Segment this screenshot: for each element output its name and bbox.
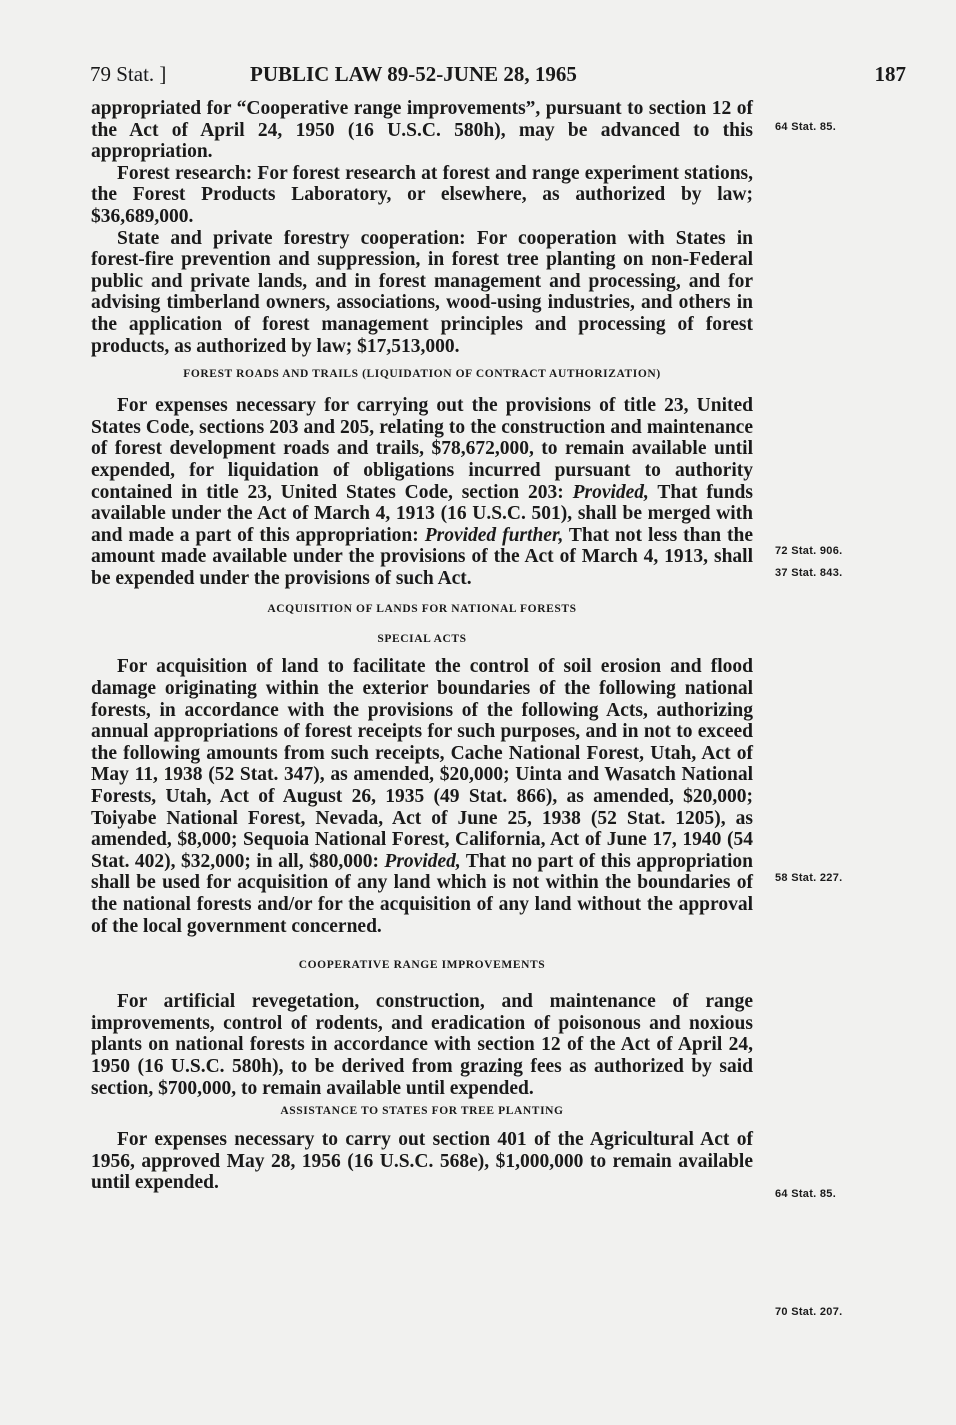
margin-citation: 72 Stat. 906.	[775, 545, 843, 557]
margin-citation: 70 Stat. 207.	[775, 1306, 843, 1318]
paragraph: Forest research: For forest research at forest and range experiment stations, the Forest Products Laboratory, or elsewhere, as authorized by law; $36,689,000.	[91, 162, 753, 227]
paragraph: For expenses necessary to carry out section 401 of the Agricultural Act of 1956, approved May 28, 1956 (16 U.S.C. 568e), $1,000,000 to remain available until expended.	[91, 1129, 753, 1194]
statute-reference: 79 Stat. ]	[90, 62, 167, 86]
document-body	[91, 98, 753, 1194]
margin-citation: 58 Stat. 227.	[775, 872, 843, 884]
paragraph: For acquisition of land to facilitate the control of soil erosion and flood damage originating within the exterior boundaries of the following national forests, in accordance with the provisions of the following Acts, authorizing annual appropriations of forest receipts for such purposes, and in not to exceed the following amounts from such receipts, Cache National Forest, Utah, Act of May 11, 1938 (52 Stat. 347), as amended, $20,000; Uinta and Wasatch National Forests, Utah, Act of August 26, 1935 (49 Stat. 866), as amended, $20,000; Toiyabe National Forest, Nevada, Act of June 25, 1938 (52 Stat. 1205), as amended, $8,000; Sequoia National Forest, California, Act of June 17, 1940 (54 Stat. 402), $32,000; in all, $80,000: Provided, That no part of this appropriation shall be used for acquisition of any land which is not within the boundaries of the national forests and/or for the acquisition of any land without the approval of the local government concerned.	[91, 656, 753, 937]
margin-citation: 64 Stat. 85.	[775, 1188, 837, 1200]
margin-citation: 64 Stat. 85.	[775, 121, 837, 133]
section-heading: FOREST ROADS AND TRAILS (LIQUIDATION OF CONTRACT AUTHORIZATION)	[183, 368, 661, 381]
page-header	[90, 62, 906, 92]
margin-citation: 37 Stat. 843.	[775, 567, 843, 579]
paragraph: For artificial revegetation, construction, and maintenance of range improvements, control of rodents, and eradication of poisonous and noxious plants on national forests in accordance with section 12 of the Act of April 24, 1950 (16 U.S.C. 580h), to be derived from grazing fees as authorized by said section, $700,000, to remain available until expended.	[91, 991, 753, 1099]
section-heading: ASSISTANCE TO STATES FOR TREE PLANTING	[280, 1105, 564, 1118]
paragraph: appropriated for “Cooperative range improvements”, pursuant to section 12 of the Act of April 24, 1950 (16 U.S.C. 580h), may be advanced to this appropriation.	[91, 98, 753, 163]
paragraph: State and private forestry cooperation: For cooperation with States in forest-fire prevention and suppression, in forest tree planting on non-Federal public and private lands, and in forest management and processing, and for advising timberland owners, associations, wood-using industries, and others in the application of forest management principles and processing of forest products, as authorized by law; $17,513,000.	[91, 227, 753, 357]
section-heading: ACQUISITION OF LANDS FOR NATIONAL FORESTS	[267, 603, 577, 616]
page-number: 187	[874, 62, 906, 86]
page-title: PUBLIC LAW 89-52-JUNE 28, 1965	[250, 62, 577, 86]
section-heading: COOPERATIVE RANGE IMPROVEMENTS	[298, 959, 546, 972]
subsection-heading: SPECIAL ACTS	[377, 633, 467, 646]
paragraph: For expenses necessary for carrying out the provisions of title 23, United States Code, sections 203 and 205, relating to the construction and maintenance of forest development roads and trails, $78,672,000, to remain available until expended, for liquidation of obligations incurred pursuant to authority contained in title 23, United States Code, section 203: Provided, That funds available under the Act of March 4, 1913 (16 U.S.C. 501), shall be merged with and made a part of this appropriation: Provided further, That not less than the amount made available under the provisions of the Act of March 4, 1913, shall be expended under the provisions of such Act.	[91, 395, 753, 589]
